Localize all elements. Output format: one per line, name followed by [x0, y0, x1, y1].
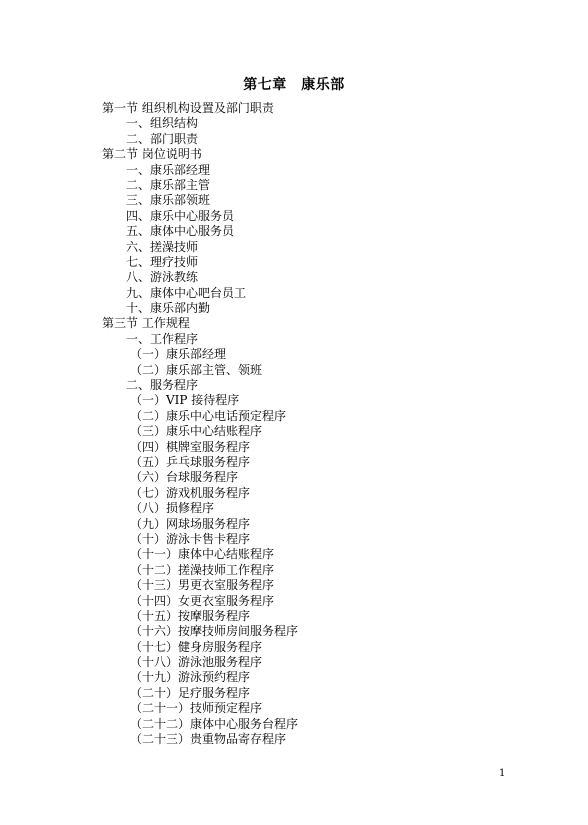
toc-section-heading: 第一节 组织机构设置及部门职责: [102, 101, 274, 115]
toc-entry: （二）康乐部主管、领班: [130, 362, 263, 377]
toc-entry: 七、理疗技师: [126, 254, 199, 269]
toc-entry: （七）游戏机服务程序: [130, 485, 251, 500]
toc-entry: （十四）女更衣室服务程序: [130, 593, 275, 608]
toc-entry: （十二）搓澡技师工作程序: [130, 562, 275, 577]
page-number: 1: [499, 768, 506, 779]
toc-entry: 六、搓澡技师: [126, 239, 199, 254]
toc-entry: 九、康体中心吧台员工: [126, 285, 247, 300]
toc-entry: （十七）健身房服务程序: [130, 639, 263, 654]
toc-entry: 三、康乐部领班: [126, 193, 211, 208]
toc-entry: （八）损修程序: [130, 501, 215, 516]
toc-entry: （二十一）技师预定程序: [130, 701, 263, 716]
page-title: 第七章 康乐部: [243, 77, 345, 93]
toc-entry: （六）台球服务程序: [130, 470, 239, 485]
toc-entry: （二十二）康体中心服务台程序: [130, 716, 299, 731]
toc-entry: 五、康体中心服务员: [126, 224, 235, 239]
toc-entry: （十一）康体中心结账程序: [130, 547, 275, 562]
toc-entry: （十五）按摩服务程序: [130, 608, 251, 623]
toc-entry: 二、部门职责: [126, 131, 199, 146]
toc-entry: 二、服务程序: [126, 378, 199, 393]
toc-entry: （十）游泳卡售卡程序: [130, 531, 251, 546]
toc-entry: 一、组织结构: [126, 116, 199, 131]
toc-entry: （十三）男更衣室服务程序: [130, 578, 275, 593]
toc-entry: （十九）游泳预约程序: [130, 670, 251, 685]
table-of-contents: [102, 101, 522, 747]
toc-entry: 二、康乐部主管: [126, 177, 211, 192]
toc-entry: （十八）游泳池服务程序: [130, 655, 263, 670]
toc-entry: （二）康乐中心电话预定程序: [130, 408, 287, 423]
toc-entry: 四、康乐中心服务员: [126, 208, 235, 223]
toc-section-heading: 第三节 工作规程: [102, 316, 190, 331]
toc-entry: （五）乒乓球服务程序: [130, 454, 251, 469]
toc-entry: （四）棋牌室服务程序: [130, 439, 251, 454]
toc-entry: （九）网球场服务程序: [130, 516, 251, 531]
toc-entry: （十六）按摩技师房间服务程序: [130, 624, 299, 639]
toc-entry: （二十）足疗服务程序: [130, 685, 251, 700]
toc-entry: 八、游泳教练: [126, 270, 199, 285]
toc-entry: （三）康乐中心结账程序: [130, 424, 263, 439]
toc-entry: （二十三）贵重物品寄存程序: [130, 732, 287, 747]
toc-entry: （一）康乐部经理: [130, 347, 227, 362]
toc-entry: 十、康乐部内勤: [126, 301, 211, 316]
toc-section-heading: 第二节 岗位说明书: [102, 147, 202, 162]
toc-entry: 一、工作程序: [126, 331, 199, 346]
toc-entry: （一）VIP 接待程序: [130, 393, 240, 408]
toc-entry: 一、康乐部经理: [126, 162, 211, 177]
